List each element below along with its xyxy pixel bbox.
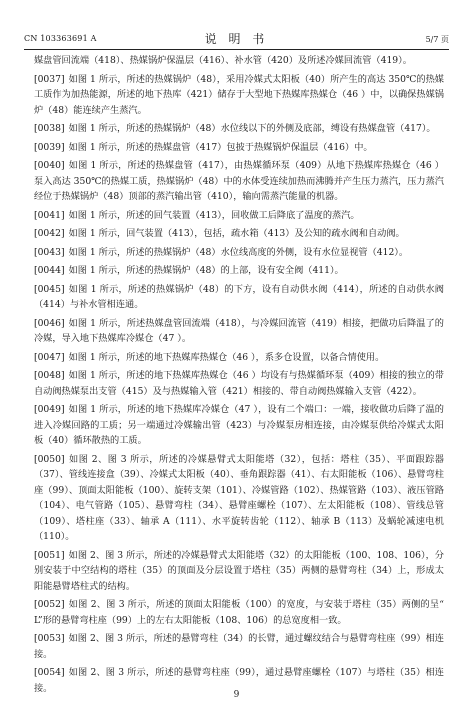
paragraph [34,402,444,449]
paragraph-number: [0052] [34,599,65,610]
paragraph-text: 如图 1 所示，所述的地下热媒库热媒仓（46 ）均设有与热媒循环泵（409）相接的独立的带自动阀热媒泵出支管（415）及与热媒输入管（421）相接的、带自动阀热媒输入支管（422）。 [34,370,444,397]
paragraph-text: 如图 1 所示，所述的热媒锅炉（48）的上部，设有安全阀（411）。 [68,265,344,276]
paragraph [34,121,444,137]
paragraph-text: 如图 1 所示，所述的地下热媒库热媒仓（46 ），系多仓设置，以备合情使用。 [68,351,385,363]
paragraph-text: 如图 1 所示，所述的地下热媒库冷媒仓（47 ），设有二个端口：一端，接收做功后降了温的进入冷媒回路的工质；另一端通过冷媒输出管（423）与冷媒泵房相连接，由冷媒泵供给冷媒式太阳板（40）循环散热的工质。 [34,404,444,446]
paragraph [34,350,444,366]
paragraph [34,263,444,279]
paragraph-number: [0046] [34,317,65,329]
paragraph-number: [0049] [34,404,65,415]
paragraph [34,158,444,205]
paragraph-number: [0051] [34,549,65,561]
paragraph [34,140,444,156]
paragraph-number: [0038] [34,123,65,134]
paragraph-number: [0040] [34,160,65,171]
header-divider [24,49,449,50]
paragraph [34,368,444,399]
paragraph-number: [0039] [34,141,65,153]
paragraph-text: 如图 1 所示，所述的热媒锅炉（48）水位线以下的外侧及底部，缚设有热媒盘管（417）。 [68,123,436,134]
page-counter: 5/7 页 [425,35,449,44]
paragraph-text: 如图 1 所示，所述的热媒锅炉（48），采用冷媒式太阳板（40）所产生的高达 350℃的热媒工质作为加热能源，所述的地下热库（421）储存于大型地下热媒库热媒仓（46 ）中，以确保热媒锅炉（48）能连续产生蒸汽。 [34,73,444,116]
paragraph-number: [0043] [34,246,65,258]
paragraph [34,208,444,224]
document-title: 说 明 书 [204,32,269,46]
patent-number: CN 103363691 A [24,34,97,43]
page-header [24,30,449,46]
paragraph [34,597,444,628]
paragraph-number: [0047] [34,351,65,363]
paragraph [34,245,444,261]
paragraph-text: 如图 2、图 3 所示，所述的顶面太阳能板（100）的宽度，与安装于塔柱（35）两侧的呈“ L”形的悬臂弯柱座（99）上的左右太阳能板（108、106）的总宽度相一致。 [34,599,444,626]
paragraph-text: 如图 1 所示，所述的热媒锅炉（48）水位线高度的外侧，设有水位显视管（412）。 [68,246,409,258]
paragraph-text: 如图 1 所示，所述热媒盘管回流端（418），与冷媒回流管（419）相接，把做功后降温了的冷媒，导入地下热媒库冷媒仓（47 ）。 [34,317,444,344]
paragraph-text: 如图 1 所示，回气装置（413），包括，疏水箱（413）及公知的疏水阀和自动阀。 [68,228,405,239]
paragraph-text: 如图 1 所示，所述的热媒锅炉（48）的下方，设有自动供水阀（414），所述的自动供水阀（414）与补水管相连通。 [34,283,444,310]
paragraph-number: [0050] [34,453,65,465]
paragraph-number: [0042] [34,228,65,239]
paragraph-text: 如图 1 所示，所述的热媒盘管（417）包披于热媒锅炉保温层（416）中。 [68,141,373,153]
paragraph-text: 媒盘管回流端（418）、热媒锅炉保温层（416）、补水管（420）及所述冷媒回流管（419）。 [34,55,412,66]
paragraph [34,226,444,242]
paragraph-text: 如图 2、图 3 所示，所述的悬臂弯柱座（99），通过悬臂座螺栓（107）与塔柱（35）相连接。 [34,667,444,694]
paragraph [34,316,444,347]
paragraph [34,452,444,545]
paragraph-text: 如图 1 所示，所述的热媒盘管（417），由热媒循环泵（409）从地下热媒库热媒仓（46 ）泵入高达 350℃的热媒工质，热媒锅炉（48）中的水体受连续加热而沸腾并产生压力蒸汽，压力蒸汽经位于热媒锅炉（48）顶部的蒸汽输出管（410），输向需蒸汽能量的机器。 [34,160,444,202]
paragraph [34,548,444,595]
paragraph-number: [0044] [34,265,65,276]
paragraph [34,72,444,119]
paragraph-number: [0048] [34,370,65,381]
page-number: 9 [233,690,240,700]
paragraph [34,631,444,662]
paragraph-number: [0041] [34,209,65,221]
paragraph [34,53,444,69]
paragraph-text: 如图 2、图 3 所示，所述的冷媒悬臂式太阳能塔（32），包括：塔柱（35）、平面跟踪器（37）、管线连接盒（39）、冷媒式太阳板（40）、垂角跟踪器（41）、右太阳能板（106）、悬臂弯柱座（99）、顶面太阳能板（100）、旋转支架（101）、冷媒管路（102）、热媒管路（103）、液压管路（104）、电气管路（105）、悬臂弯柱（34）、悬臂座螺栓（107）、左太阳能板（108）、管线总管（109）、塔柱座（33）、轴承 A（111）、水平旋转齿轮（112）、轴承 B（113）及蜗轮减速电机（110）。 [34,453,444,542]
paragraph [34,282,444,313]
paragraph-text: 如图 2、图 3 所示，所述的冷媒悬臂式太阳能塔（32）的太阳能板（100、108、106），分别安装于中空结构的塔柱（35）的顶面及分层设置于塔柱（35）两侧的悬臂弯柱（34）上，形成太阳能悬臂塔柱式的结构。 [34,549,444,592]
paragraph-number: [0054] [34,667,65,678]
document-body [34,53,444,699]
paragraph-text: 如图 1 所示，所述的回气装置（413），回收做工后降底了温度的蒸汽。 [68,209,360,221]
paragraph-number: [0053] [34,633,65,644]
paragraph-text: 如图 2、图 3 所示，所述的悬臂弯柱（34）的长臂，通过螺纹结合与悬臂弯柱座（99）相连接。 [34,633,444,660]
paragraph-number: [0045] [34,283,65,295]
paragraph-number: [0037] [34,73,65,85]
